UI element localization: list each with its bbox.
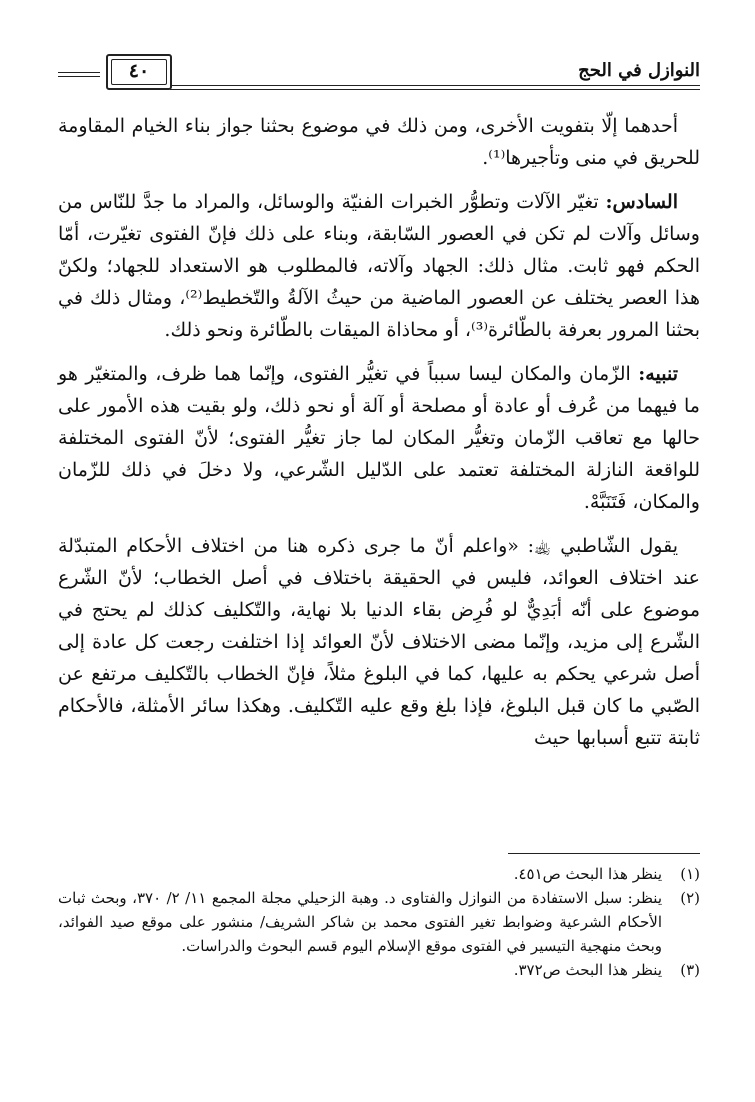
- paragraph-1: [58, 110, 700, 174]
- running-header: [58, 52, 700, 92]
- main-text: [58, 110, 700, 766]
- page-number: ٤٠: [128, 60, 150, 82]
- footnote-separator: [508, 853, 700, 854]
- footnote-number: (٢): [680, 889, 700, 907]
- footnote-text: ينظر هذا البحث ص٤٥١.: [513, 865, 662, 883]
- paragraph-lead: السادس:: [605, 191, 678, 213]
- footnote: [58, 886, 700, 958]
- paragraph-4: [58, 530, 700, 754]
- footnote: [58, 958, 700, 982]
- header-left-rule: [58, 72, 100, 77]
- paragraph-text: تغيّر الآلات وتطوُّر الخبرات الفنيّة والوسائل، والمراد ما جدَّ للنّاس من وسائل وآلات لم تكن في العصور السّابقة، وبناء على ذلك فإنّ الفتوى تغيّرت، أمّا الحكم فهو ثابت. مثال ذلك: الجهاد وآلاته، فالمطلوب هو الاستعداد للجهاد؛ ولكنّ هذا العصر يختلف عن العصور الماضية من حيثُ الآلةُ والتّخطيط⁽²⁾، ومثال ذلك في بحثنا المرور بعرفة بالطّائرة⁽³⁾، أو محاذاة الميقات بالطّائرة ونحو ذلك.: [58, 191, 700, 341]
- header-rule: [170, 85, 700, 90]
- footnote: [58, 862, 700, 886]
- paragraph-3: [58, 358, 700, 518]
- paragraph-text: يقول الشّاطبي ﵀: «واعلم أنّ ما جرى ذكره هنا من اختلاف الأحكام المتبدّلة عند اختلاف العوائد، فليس في الحقيقة باختلاف في أصل الخطاب؛ لأنّ الشّرع موضوع على أنّه أبَدِيٌّ لو فُرِض بقاء الدنيا بلا نهاية، والتّكليف كذلك لم يحتج في الشّرع إلى مزيد، وإنّما مضى الاختلاف لأنّ العوائد إذا اختلفت رجعت كل عادة إلى أصل شرعي يحكم به عليها، كما في البلوغ مثلاً، فإنّ الخطاب بالتّكليف مرتفع عن الصّبي ما كان قبل البلوغ، فإذا بلغ وقع عليه التّكليف. وهكذا سائر الأمثلة، فالأحكام ثابتة تتبع أسبابها حيث: [58, 535, 700, 749]
- page-number-frame: [106, 54, 172, 90]
- footnote-text: ينظر هذا البحث ص٣٧٢.: [513, 961, 662, 979]
- footnote-text: ينظر: سبل الاستفادة من النوازل والفتاوى د. وهبة الزحيلي مجلة المجمع ١١/ ٢/ ٣٧٠، وبحث ثبات الأحكام الشرعية وضوابط تغير الفتوى محمد بن شاكر الشريف/ منشور على موقع صيد الفوائد، وبحث منهجية التيسير في الفتوى موقع الإسلام اليوم قسم البحوث والدراسات.: [58, 889, 663, 955]
- paragraph-text: أحدهما إلّا بتفويت الأخرى، ومن ذلك في موضوع بحثنا جواز بناء الخيام المقاومة للحريق في منى وتأجيرها⁽¹⁾.: [58, 115, 700, 169]
- paragraph-lead: تنبيه:: [638, 363, 678, 385]
- footnote-number: (٣): [680, 961, 700, 979]
- paragraph-text: الزّمان والمكان ليسا سبباً في تغيُّر الفتوى، وإنّما هما ظرف، والمتغيّر هو ما فيهما من عُرف أو عادة أو مصلحة أو آلة أو نحو ذلك، ولو بقيت هذه الأمور على حالها مع تعاقب الزّمان وتغيُّر المكان لما جاز تغيُّر الفتوى؛ لأنّ الفتوى المختلفة للواقعة النازلة المختلفة تعتمد على الدّليل الشّرعي، ولا دخلَ في ذلك للزّمان والمكان، فَتَنَبَّهْ.: [58, 363, 700, 513]
- footnote-number: (١): [680, 865, 700, 883]
- footnotes: [58, 862, 700, 982]
- running-title: النوازل في الحج: [578, 60, 700, 81]
- paragraph-2: [58, 186, 700, 346]
